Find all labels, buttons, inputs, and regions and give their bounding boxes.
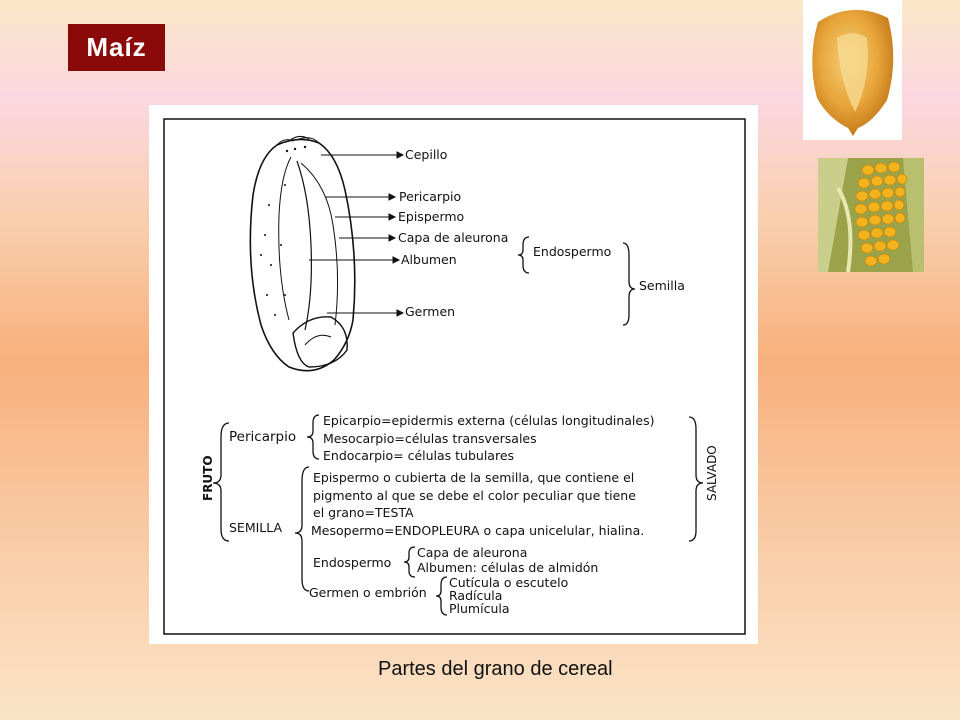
slide-title: Maíz [68, 24, 165, 71]
text-mesocarpio: Mesocarpio=células transversales [323, 431, 537, 446]
label-fruto: FRUTO [201, 455, 215, 501]
label-table-germen: Germen o embrión [309, 585, 427, 600]
text-cuticula: Cutícula o escutelo [449, 575, 569, 590]
figure-caption: Partes del grano de cereal [378, 658, 613, 680]
corn-cob-photo [818, 158, 924, 272]
label-capa-aleurona: Capa de aleurona [398, 230, 509, 245]
text-epispermo-line-3: el grano=TESTA [313, 505, 414, 520]
label-salvado: SALVADO [705, 445, 719, 501]
grain-diagram-figure [149, 105, 758, 644]
text-epicarpio: Epicarpio=epidermis externa (células longitudinales) [323, 413, 655, 428]
text-epispermo-line-2: pigmento al que se debe el color peculiar que tiene [313, 488, 636, 503]
label-epispermo: Epispermo [398, 209, 465, 224]
text-plumicula: Plumícula [449, 601, 510, 616]
label-germen: Germen [405, 304, 456, 319]
grain-drawing [250, 136, 354, 370]
text-mesopermo: Mesopermo=ENDOPLEURA o capa unicelular, hialina. [311, 523, 645, 538]
label-cepillo: Cepillo [405, 147, 448, 162]
label-endospermo: Endospermo [533, 244, 612, 259]
label-pericarpio: Pericarpio [399, 189, 462, 204]
label-semilla: Semilla [639, 278, 685, 293]
label-albumen: Albumen [401, 252, 457, 267]
label-table-pericarpio: Pericarpio [229, 429, 297, 445]
text-radicula: Radícula [449, 588, 503, 603]
label-table-endospermo: Endospermo [313, 555, 392, 570]
text-endocarpio: Endocarpio= células tubulares [323, 448, 515, 463]
text-albumen: Albumen: células de almidón [417, 560, 599, 575]
label-table-semilla: SEMILLA [229, 520, 283, 535]
text-epispermo-line-1: Epispermo o cubierta de la semilla, que contiene el [313, 470, 635, 485]
maize-kernel-photo [803, 0, 902, 140]
text-capa-aleurona: Capa de aleurona [417, 545, 528, 560]
